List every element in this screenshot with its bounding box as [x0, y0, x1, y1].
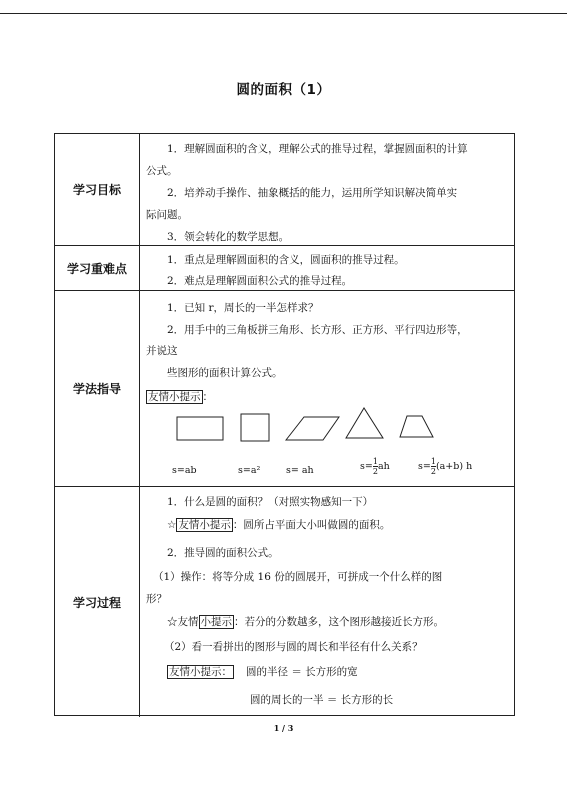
goals-line-3: 2．培养动手操作、抽象概括的能力，运用所学知识解决简单实	[167, 187, 458, 199]
goals-content	[140, 134, 514, 245]
method-line-2: 2．用手中的三角板拼三角形、长方形、正方形、平行四边形等，	[167, 324, 468, 336]
label-key-points: 学习重难点	[55, 246, 140, 290]
process-relation-2: 圆的周长的一半 ＝ 长方形的长	[250, 694, 394, 706]
formula-trapezoid	[418, 457, 472, 476]
trapezoid-shape	[400, 416, 433, 437]
process-tip3-box: 友情小提示：	[169, 666, 232, 678]
parallelogram-shape	[286, 417, 339, 440]
process-tip1-text: ：圆所占平面大小叫做圆的面积。	[232, 519, 391, 531]
formula-trapezoid-pre: s=	[418, 461, 431, 472]
label-method: 学法指导	[55, 291, 140, 486]
study-table	[54, 133, 515, 716]
process-op1: （1）操作：将等分成 16 份的圆展开，可拼成一个什么样的图	[153, 571, 443, 583]
fraction-numerator: 1	[372, 457, 378, 466]
goals-line-2: 公式。	[146, 165, 178, 177]
process-op2: （2）看一看拼出的图形与圆的周长和半径有什么关系？	[164, 641, 423, 653]
process-relation-1: 圆的半径 ＝ 长方形的宽	[246, 666, 358, 678]
process-tip2-pre: ☆友情	[167, 616, 199, 628]
process-tip2	[146, 615, 508, 629]
row-process	[55, 487, 514, 717]
process-content	[140, 487, 514, 717]
page-number: 1 / 3	[273, 723, 294, 733]
process-q2: 2．推导圆的面积公式。	[167, 547, 279, 559]
row-key-points	[55, 246, 514, 291]
fraction-denominator: 2	[430, 467, 436, 476]
goals-line-1: 1．理解圆面积的含义，理解公式的推导过程，掌握圆面积的计算	[167, 143, 468, 155]
formula-trapezoid-post: (a+b) h	[435, 461, 473, 472]
label-goals: 学习目标	[55, 134, 140, 245]
method-line-3: 并说这	[146, 345, 178, 357]
formula-triangle	[360, 457, 390, 476]
key-points-line-1: 1．重点是理解圆面积的含义，圆面积的推导过程。	[167, 254, 405, 266]
process-tip1	[146, 518, 508, 532]
label-process: 学习过程	[55, 487, 140, 717]
row-method	[55, 291, 514, 487]
triangle-shape	[346, 408, 383, 438]
fraction-numerator: 1	[430, 457, 436, 466]
row-goals	[55, 134, 514, 246]
method-tip-box: 友情小提示	[148, 391, 201, 403]
key-points-content	[140, 246, 514, 290]
square-shape	[241, 414, 269, 441]
header-rule	[0, 13, 567, 14]
formula-parallelogram: s= ah	[286, 465, 314, 476]
process-tip2-box: 小提示	[200, 616, 232, 628]
rectangle-shape	[177, 417, 223, 440]
process-q1: 1．什么是圆的面积？（对照实物感知一下）	[167, 496, 374, 508]
process-tip3	[146, 665, 508, 679]
formula-rectangle: s=ab	[172, 465, 197, 476]
method-line-4: 些图形的面积计算公式。	[167, 367, 283, 379]
key-points-line-2: 2．难点是理解圆面积公式的推导过程。	[167, 275, 353, 287]
formula-triangle-pre: s=	[360, 461, 373, 472]
goals-line-5: 3．领会转化的数学思想。	[167, 231, 290, 243]
formula-triangle-post: ah	[377, 461, 390, 472]
goals-line-4: 际问题。	[146, 209, 188, 221]
star-icon: ☆	[167, 519, 177, 531]
formula-square: s=a²	[238, 465, 261, 476]
method-content	[140, 291, 514, 486]
method-tip-colon: ：	[202, 391, 213, 403]
fraction-denominator: 2	[372, 467, 378, 476]
process-op1b: 形？	[146, 593, 167, 605]
process-tip1-box: 友情小提示	[178, 519, 231, 531]
page-title: 圆的面积（1）	[236, 82, 331, 98]
process-tip2-text: ：若分的分数越多，这个图形越接近长方形。	[234, 616, 444, 628]
method-line-1: 1．已知 r，周长的一半怎样求？	[167, 302, 319, 314]
